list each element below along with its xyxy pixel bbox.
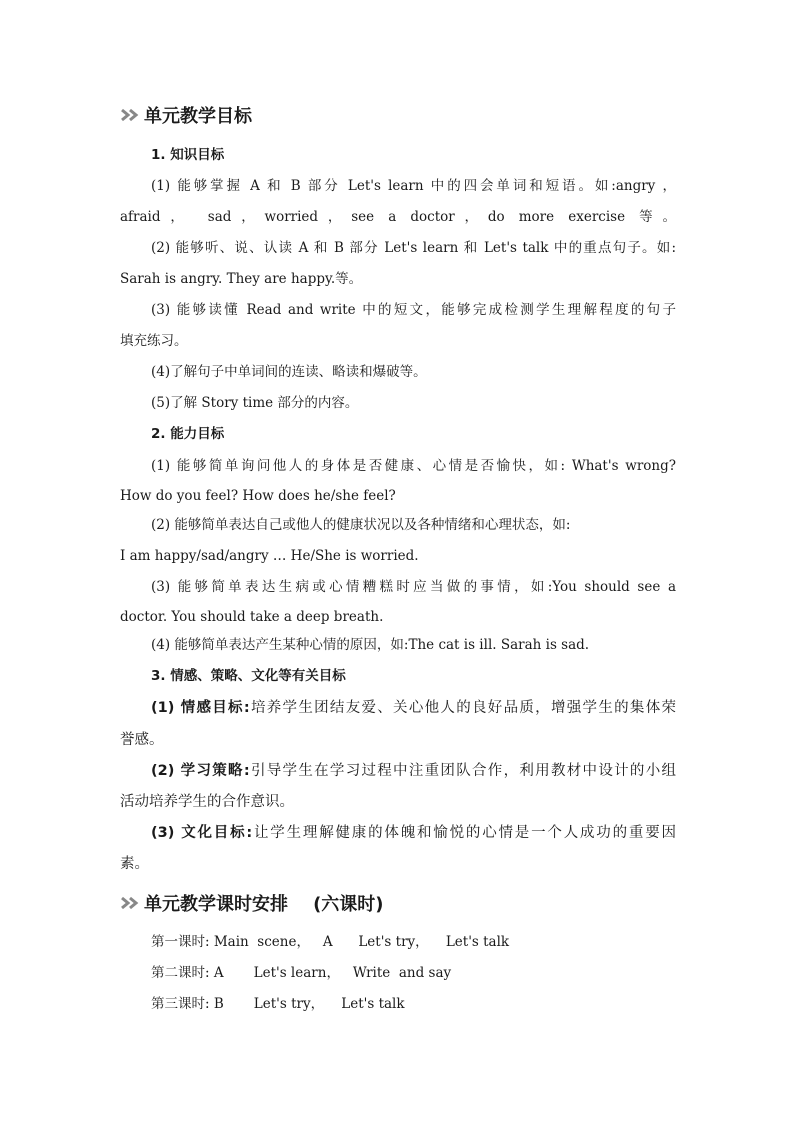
knowledge-item-5: (5)了解 Story time 部分的内容。: [151, 395, 359, 411]
strategy-item-2-label: (2) 学习策略:: [151, 763, 250, 779]
ability-item-3: (3) 能够简单表达生病或心情糟糕时应当做的事情，如:You should see a: [151, 579, 676, 595]
strategy-item-2: [151, 760, 676, 782]
culture-item-3-cont: 素。: [120, 856, 149, 872]
ability-item-2-cont: I am happy/sad/angry … He/She is worried.: [120, 548, 419, 564]
ability-item-1: (1) 能够简单询问他人的身体是否健康、心情是否愉快，如: What's wrong?: [151, 458, 676, 474]
knowledge-item-2-cont: Sarah is angry. They are happy.等。: [120, 271, 363, 287]
ability-item-3-cont: doctor. You should take a deep breath.: [120, 609, 384, 625]
knowledge-item-3-cont: 填充练习。: [120, 333, 188, 349]
knowledge-item-3: (3) 能够读懂 Read and write 中的短文，能够完成检测学生理解程度的句子: [151, 302, 676, 318]
section-title: 单元教学课时安排 (六课时): [144, 894, 384, 915]
lesson-item-1: 第一课时: Main scene， A Let's try， Let's talk: [151, 934, 510, 950]
double-chevron-icon: [120, 896, 142, 910]
section-title: 单元教学目标: [144, 106, 252, 127]
emotion-item-1: [151, 697, 676, 719]
culture-item-3-text: 让学生理解健康的体魄和愉悦的心情是一个人成功的重要因: [252, 825, 676, 841]
emotion-item-1-text: 培养学生团结友爱、关心他人的良好品质，增强学生的集体荣: [249, 700, 676, 716]
ability-item-1-cont: How do you feel? How does he/she feel?: [120, 488, 396, 504]
culture-item-3-label: (3) 文化目标:: [151, 825, 253, 841]
strategy-item-2-cont: 活动培养学生的合作意识。: [120, 794, 294, 810]
knowledge-item-2: (2) 能够听、说、认读 A 和 B 部分 Let's learn 和 Let's talk 中的重点句子。如:: [151, 240, 676, 256]
subheading-knowledge: 1. 知识目标: [151, 147, 225, 163]
section-heading-lesson-schedule: [120, 890, 384, 916]
emotion-item-1-label: (1) 情感目标:: [151, 700, 250, 716]
lesson-item-2: 第二课时: A Let's learn， Write and say: [151, 965, 452, 981]
subheading-emotion-strategy-culture: 3. 情感、策略、文化等有关目标: [151, 668, 346, 684]
knowledge-item-1: (1) 能够掌握 A 和 B 部分 Let's learn 中的四会单词和短语。如:angry ，: [151, 178, 676, 194]
ability-item-2: (2) 能够简单表达自己或他人的健康状况以及各种情绪和心理状态，如:: [151, 517, 571, 533]
strategy-item-2-text: 引导学生在学习过程中注重团队合作，利用教材中设计的小组: [249, 763, 676, 779]
knowledge-item-4: (4)了解句子中单词间的连读、略读和爆破等。: [151, 364, 427, 380]
ability-item-4: (4) 能够简单表达产生某种心情的原因，如:The cat is ill. Sarah is sad.: [151, 637, 590, 653]
emotion-item-1-cont: 誉感。: [120, 732, 164, 748]
subheading-ability: 2. 能力目标: [151, 426, 225, 442]
lesson-item-3: 第三课时: B Let's try， Let's talk: [151, 996, 405, 1012]
culture-item-3: [151, 822, 676, 844]
knowledge-item-1-cont: afraid， sad，worried，see a doctor，do more exercise 等。: [120, 209, 676, 225]
section-heading-teaching-goals: [120, 102, 252, 128]
double-chevron-icon: [120, 108, 142, 122]
